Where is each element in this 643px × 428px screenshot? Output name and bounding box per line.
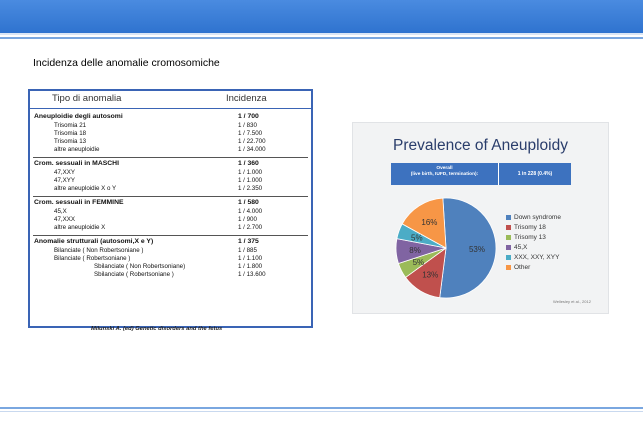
row-value: 1 / 2.350 (238, 185, 263, 192)
legend-swatch (506, 235, 511, 240)
slide-title: Incidenza delle anomalie cromosomiche (33, 57, 220, 69)
table-header-rule (30, 108, 311, 109)
table-row (30, 146, 311, 155)
pie-data-label: 5% (412, 258, 425, 268)
row-label: 47,XXX (54, 216, 75, 223)
row-value: 1 / 7.500 (238, 130, 263, 137)
legend-swatch (506, 245, 511, 250)
header-band (0, 0, 643, 35)
pie-data-label: 8% (409, 245, 421, 255)
header-rule (0, 37, 643, 39)
row-value: 1 / 1.000 (238, 169, 263, 176)
row-label: altre aneuploidie X o Y (54, 185, 117, 192)
row-label: altre aneuploidie X (54, 224, 106, 231)
panel-title: Prevalence of Aneuploidy (393, 137, 568, 154)
legend-swatch (506, 255, 511, 260)
legend-swatch (506, 215, 511, 220)
legend-item (506, 224, 561, 234)
row-value: 1 / 13.600 (238, 271, 266, 278)
pie-chart (391, 193, 501, 303)
source-credit: Wellesley et al., 2012 (553, 299, 591, 304)
legend-label: Trisomy 13 (514, 234, 546, 241)
row-value: 1 / 22.700 (238, 138, 266, 145)
row-label: Sbilanciate ( Robertsoniane ) (94, 271, 174, 278)
overall-label (391, 163, 498, 185)
pie-slice-down-syndrome (440, 198, 496, 298)
legend-label: 45,X (514, 244, 528, 251)
row-label: Bilanciate ( Non Robertsoniane ) (54, 247, 144, 254)
legend-label: XXX, XXY, XYY (514, 254, 560, 261)
table-row (30, 199, 311, 208)
pie-data-label: 53% (468, 244, 485, 254)
row-label: 47,XYY (54, 177, 75, 184)
row-value: 1 / 2.700 (238, 224, 263, 231)
legend-item (506, 234, 561, 244)
row-label: Trisomia 21 (54, 122, 87, 129)
legend-label: Other (514, 264, 531, 271)
legend-swatch (506, 225, 511, 230)
row-label: Trisomia 13 (54, 138, 87, 145)
legend-swatch (506, 265, 511, 270)
row-value: 1 / 885 (238, 247, 257, 254)
legend-item (506, 244, 561, 254)
pie-data-label: 16% (421, 217, 438, 227)
row-value: 1 / 4.000 (238, 208, 263, 215)
aneuploidy-panel (352, 122, 609, 314)
pie-legend (506, 214, 561, 274)
table-row (30, 160, 311, 169)
table-row (30, 224, 311, 233)
row-value: 1 / 360 (238, 160, 259, 167)
legend-label: Down syndrome (514, 214, 561, 221)
row-label: Crom. sessuali in FEMMINE (34, 199, 124, 206)
footer-rule-thin (0, 411, 643, 412)
row-label: altre aneuploidie (54, 146, 100, 153)
row-value: 1 / 34.000 (238, 146, 266, 153)
column-header-incidence: Incidenza (226, 93, 267, 104)
pie-data-label: 5% (411, 233, 423, 243)
row-value: 1 / 375 (238, 238, 259, 245)
overall-bar (391, 163, 571, 185)
column-header-type: Tipo di anomalia (52, 93, 122, 104)
table-row (30, 238, 311, 247)
row-value: 1 / 700 (238, 113, 259, 120)
legend-item (506, 214, 561, 224)
row-value: 1 / 900 (238, 216, 257, 223)
incidence-table (28, 89, 313, 328)
row-value: 1 / 580 (238, 199, 259, 206)
table-row (30, 271, 311, 280)
table-caption: Milunski A. (ed) Genetic disorders and the fetus (91, 326, 223, 332)
legend-item (506, 254, 561, 264)
row-label: Bilanciate ( Robertsoniane ) (54, 255, 131, 262)
row-label: Anomalie strutturali (autosomi,X e Y) (34, 238, 154, 245)
table-row (30, 185, 311, 194)
table-row (30, 113, 311, 122)
legend-item (506, 264, 561, 274)
row-label: Crom. sessuali in MASCHI (34, 160, 119, 167)
row-value: 1 / 1.000 (238, 177, 263, 184)
row-label: Aneuploidie degli autosomi (34, 113, 123, 120)
row-label: Sbilanciate ( Non Robertsoniane) (94, 263, 186, 270)
row-label: 45,X (54, 208, 67, 215)
overall-label-line2: (live birth, IUFD, termination): (410, 172, 479, 177)
section-separator (33, 157, 308, 158)
legend-label: Trisomy 18 (514, 224, 546, 231)
section-separator (33, 235, 308, 236)
footer-rule (0, 407, 643, 409)
overall-label-line1: Overall (436, 166, 453, 171)
row-value: 1 / 830 (238, 122, 257, 129)
row-label: Trisomia 18 (54, 130, 87, 137)
section-separator (33, 196, 308, 197)
pie-data-label: 13% (422, 270, 439, 280)
row-label: 47,XXY (54, 169, 75, 176)
row-value: 1 / 1.800 (238, 263, 263, 270)
overall-value: 1 in 228 (0.4%) (517, 171, 553, 177)
row-value: 1 / 1.100 (238, 255, 263, 262)
